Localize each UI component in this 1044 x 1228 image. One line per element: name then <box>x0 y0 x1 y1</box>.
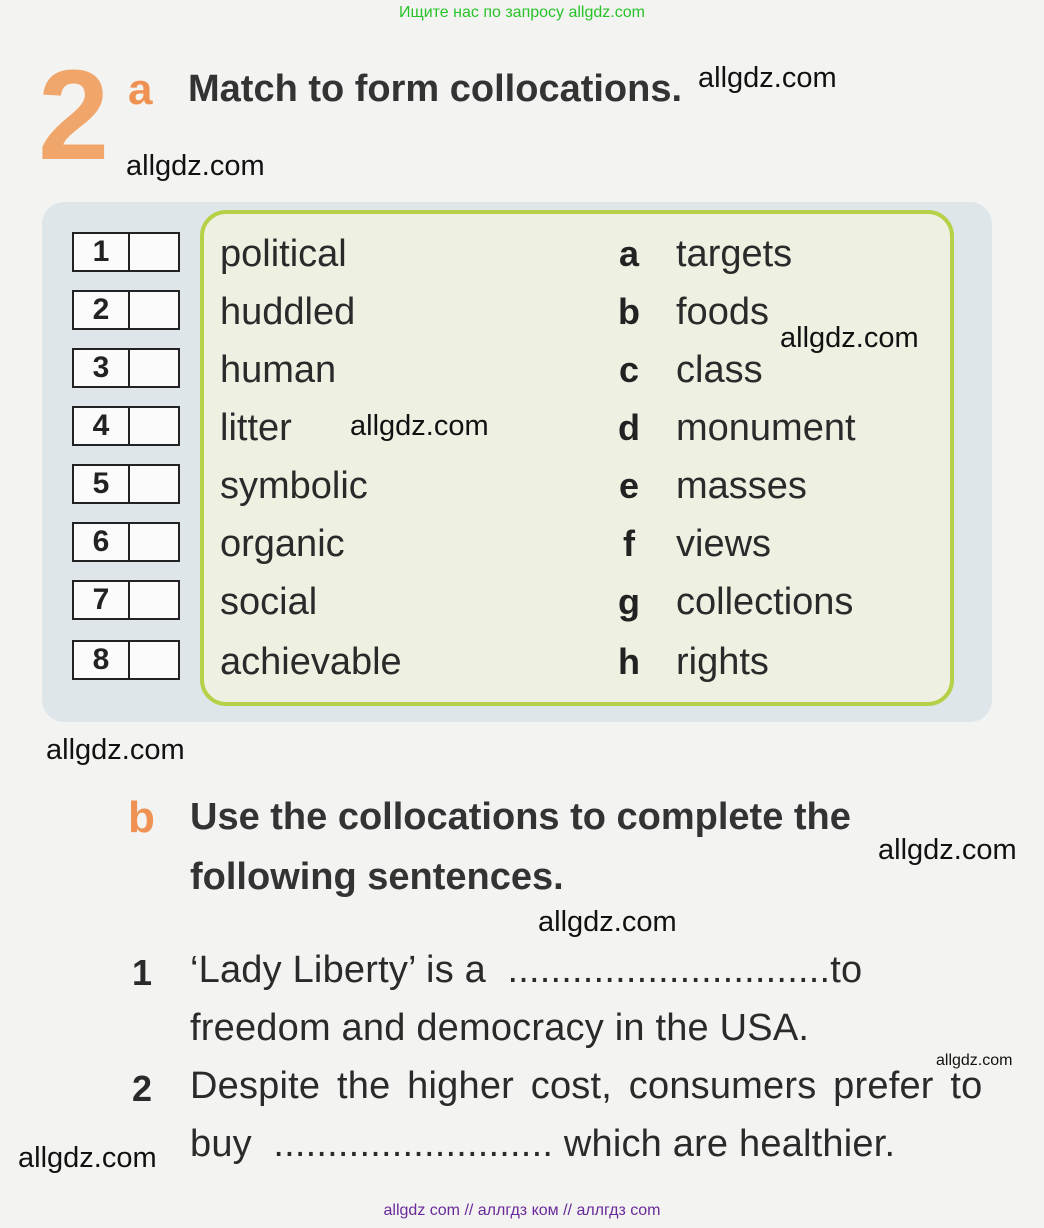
bottom-banner-link[interactable]: allgdz com // аллгдз ком // аллгдз com <box>383 1202 661 1219</box>
watermark: allgdz.com <box>780 322 919 354</box>
watermark: allgdz.com <box>936 1052 1013 1069</box>
part-b-instruction-line2: following sentences. <box>190 856 564 898</box>
option-letter: h <box>618 641 640 682</box>
left-word: symbolic <box>220 465 368 507</box>
item-number: 4 <box>74 408 130 444</box>
right-word: class <box>676 349 763 391</box>
answer-box <box>72 290 180 330</box>
left-word: litter <box>220 407 292 449</box>
answer-input[interactable] <box>130 466 182 504</box>
watermark: allgdz.com <box>18 1142 157 1174</box>
right-word: targets <box>676 233 793 275</box>
right-word: views <box>676 523 772 565</box>
sentence-2-line2: buy .......................... which are healthier. <box>190 1123 896 1165</box>
part-a-letter: a <box>128 65 153 114</box>
option-letter: c <box>618 349 640 390</box>
item-number: 1 <box>74 234 130 270</box>
answer-box <box>72 640 180 680</box>
option-letter: d <box>618 407 640 448</box>
answer-input[interactable] <box>130 292 182 330</box>
left-word: political <box>220 233 347 275</box>
item-number: 6 <box>74 524 130 560</box>
sentence-1-line1: ‘Lady Liberty’ is a ..............................to <box>190 949 863 991</box>
option-letter: b <box>618 291 640 332</box>
answer-box <box>72 232 180 272</box>
option-letter: g <box>618 581 640 622</box>
left-word: achievable <box>220 641 402 683</box>
watermark: allgdz.com <box>46 734 185 766</box>
option-letter: a <box>618 233 640 274</box>
sentence-number: 2 <box>132 1068 153 1109</box>
item-number: 3 <box>74 350 130 386</box>
right-word: masses <box>676 465 807 507</box>
answer-box <box>72 348 180 388</box>
item-number: 5 <box>74 466 130 502</box>
watermark: allgdz.com <box>698 62 837 94</box>
top-banner-link[interactable]: Ищите нас по запросу allgdz.com <box>399 4 645 21</box>
watermark: allgdz.com <box>350 410 489 442</box>
answer-input[interactable] <box>130 582 182 620</box>
right-word: foods <box>676 291 769 333</box>
watermark: allgdz.com <box>538 906 677 938</box>
right-word: rights <box>676 641 769 683</box>
item-number: 8 <box>74 642 130 678</box>
part-a-instruction: Match to form collocations. <box>188 68 683 110</box>
left-word: organic <box>220 523 345 565</box>
answer-box <box>72 580 180 620</box>
sentence-number: 1 <box>132 952 153 993</box>
item-number: 2 <box>74 292 130 328</box>
answer-input[interactable] <box>130 350 182 388</box>
answer-input[interactable] <box>130 234 182 272</box>
answer-input[interactable] <box>130 408 182 446</box>
sentence-1-line2: freedom and democracy in the USA. <box>190 1007 810 1049</box>
part-b-instruction-line1: Use the collocations to complete the <box>190 796 851 838</box>
option-letter: f <box>623 523 635 564</box>
left-word: human <box>220 349 337 391</box>
left-word: huddled <box>220 291 356 333</box>
answer-box <box>72 522 180 562</box>
matching-box <box>200 210 954 706</box>
watermark: allgdz.com <box>126 150 265 182</box>
answer-input[interactable] <box>130 524 182 562</box>
left-word: social <box>220 581 318 623</box>
watermark: allgdz.com <box>878 834 1017 866</box>
right-word: monument <box>676 407 856 449</box>
item-number: 7 <box>74 582 130 618</box>
answer-box <box>72 464 180 504</box>
part-b-letter: b <box>128 793 155 842</box>
sentence-2-line1: Despite the higher cost, consumers prefer to <box>190 1065 983 1107</box>
answer-input[interactable] <box>130 642 182 680</box>
exercise-number: 2 <box>38 44 110 187</box>
answer-box <box>72 406 180 446</box>
option-letter: e <box>618 465 640 506</box>
right-word: collections <box>676 581 854 623</box>
